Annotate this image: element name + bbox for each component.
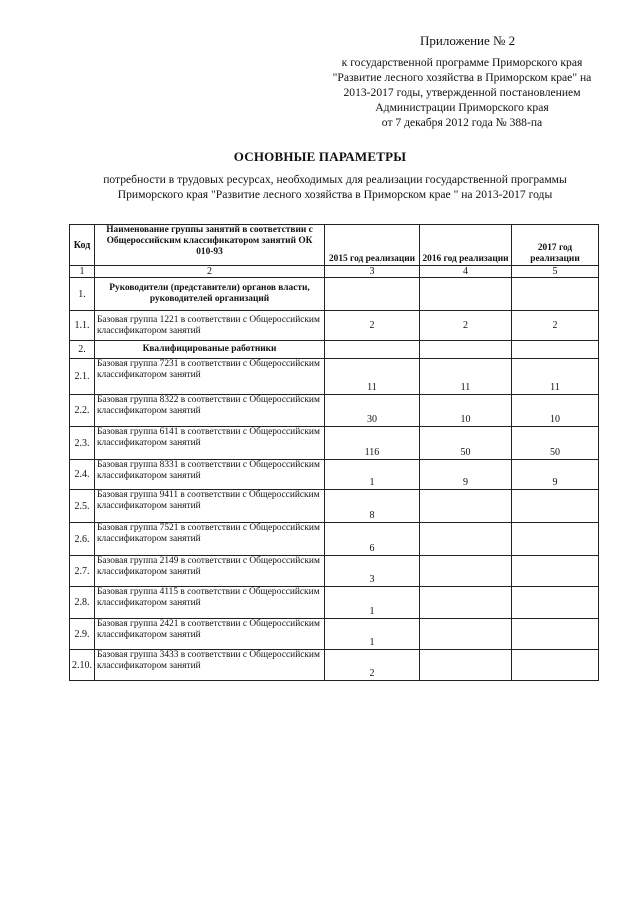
row-code: 2.2. [70,395,95,427]
column-number: 3 [325,266,420,278]
table-row [70,650,599,681]
row-name: Базовая группа 7231 в соответствии с Общероссийским классификатором занятий [95,359,325,395]
header-2017: 2017 год реализации [512,225,599,266]
row-value-2016 [420,490,512,523]
column-number: 4 [420,266,512,278]
row-code: 2.4. [70,460,95,490]
row-value-2017: 50 [512,427,599,460]
approval-line: 2013-2017 годы, утвержденной постановлением [343,86,581,99]
row-value-2017: 9 [512,460,599,490]
row-value-2016: 9 [420,460,512,490]
row-value-2017 [512,523,599,556]
table-row [70,556,599,587]
parameters-table [69,224,599,681]
row-code: 2.6. [70,523,95,556]
row-value-2015: 2 [325,311,420,341]
row-value-2017 [512,278,599,311]
row-name: Базовая группа 2149 в соответствии с Общероссийским классификатором занятий [95,556,325,587]
row-name: Базовая группа 1221 в соответствии с Общероссийским классификатором занятий [95,311,325,341]
table-row [70,587,599,619]
row-value-2017 [512,587,599,619]
row-value-2015: 1 [325,460,420,490]
row-value-2015: 3 [325,556,420,587]
approval-line: Администрации Приморского края [375,101,549,114]
row-value-2015: 1 [325,619,420,650]
table-row [70,395,599,427]
row-code: 2.8. [70,587,95,619]
table-row [70,490,599,523]
row-name: Базовая группа 8331 в соответствии с Общероссийским классификатором занятий [95,460,325,490]
header-code: Код [70,225,95,266]
row-value-2016 [420,619,512,650]
table-row [70,523,599,556]
column-number: 1 [70,266,95,278]
row-value-2017 [512,619,599,650]
approval-block [318,55,606,130]
row-code: 2.9. [70,619,95,650]
header-name: Наименование группы занятий в соответствии с Общероссийским классификатором занятий ОК 010-93 [95,225,325,266]
table-row [70,619,599,650]
row-value-2015 [325,278,420,311]
row-value-2015: 2 [325,650,420,681]
subtitle-line: потребности в трудовых ресурсах, необходимых для реализации государственной программы [103,173,567,186]
row-name: Квалифицированые работники [95,341,325,359]
row-value-2015: 8 [325,490,420,523]
row-value-2016: 11 [420,359,512,395]
row-value-2016 [420,278,512,311]
row-value-2015: 6 [325,523,420,556]
table-row [70,427,599,460]
row-name: Базовая группа 8322 в соответствии с Общероссийским классификатором занятий [95,395,325,427]
row-value-2015: 30 [325,395,420,427]
row-code: 2.10. [70,650,95,681]
row-value-2016: 50 [420,427,512,460]
row-value-2017 [512,341,599,359]
row-value-2015: 11 [325,359,420,395]
row-name: Базовая группа 2421 в соответствии с Общероссийским классификатором занятий [95,619,325,650]
column-number-row [70,266,599,278]
document-title: ОСНОВНЫЕ ПАРАМЕТРЫ [233,149,407,164]
row-code: 1. [70,278,95,311]
row-value-2016 [420,523,512,556]
row-name: Базовая группа 9411 в соответствии с Общероссийским классификатором занятий [95,490,325,523]
row-name: Базовая группа 6141 в соответствии с Общероссийским классификатором занятий [95,427,325,460]
row-value-2015 [325,341,420,359]
row-name: Базовая группа 7521 в соответствии с Общероссийским классификатором занятий [95,523,325,556]
document-subtitle [90,172,580,202]
table-row [70,359,599,395]
table-row [70,460,599,490]
row-value-2017 [512,556,599,587]
row-code: 2.3. [70,427,95,460]
appendix-label: Приложение № 2 [420,33,516,48]
row-name: Базовая группа 3433 в соответствии с Общероссийским классификатором занятий [95,650,325,681]
table-row [70,341,599,359]
row-value-2015: 116 [325,427,420,460]
row-value-2017 [512,650,599,681]
row-value-2016 [420,587,512,619]
table-row [70,311,599,341]
row-value-2016: 10 [420,395,512,427]
row-code: 2.5. [70,490,95,523]
approval-line: от 7 декабря 2012 года № 388-па [381,116,543,129]
row-value-2017: 10 [512,395,599,427]
row-name: Базовая группа 4115 в соответствии с Общероссийским классификатором занятий [95,587,325,619]
row-code: 2.1. [70,359,95,395]
row-name: Руководители (представители) органов власти, руководителей организаций [95,278,325,311]
row-value-2017: 2 [512,311,599,341]
row-value-2016: 2 [420,311,512,341]
column-number: 5 [512,266,599,278]
approval-line: к государственной программе Приморского края [341,56,583,69]
row-value-2016 [420,556,512,587]
row-value-2016 [420,650,512,681]
subtitle-line: Приморского края "Развитие лесного хозяйства в Приморском крае " на 2013-2017 годы [117,188,553,201]
row-value-2017 [512,490,599,523]
row-value-2017: 11 [512,359,599,395]
table-header-row [70,225,599,266]
row-code: 1.1. [70,311,95,341]
table-row [70,278,599,311]
row-code: 2. [70,341,95,359]
row-value-2016 [420,341,512,359]
header-2015: 2015 год реализации [325,225,420,266]
header-2016: 2016 год реализации [420,225,512,266]
column-number: 2 [95,266,325,278]
row-code: 2.7. [70,556,95,587]
approval-line: "Развитие лесного хозяйства в Приморском крае" на [332,71,592,84]
row-value-2015: 1 [325,587,420,619]
